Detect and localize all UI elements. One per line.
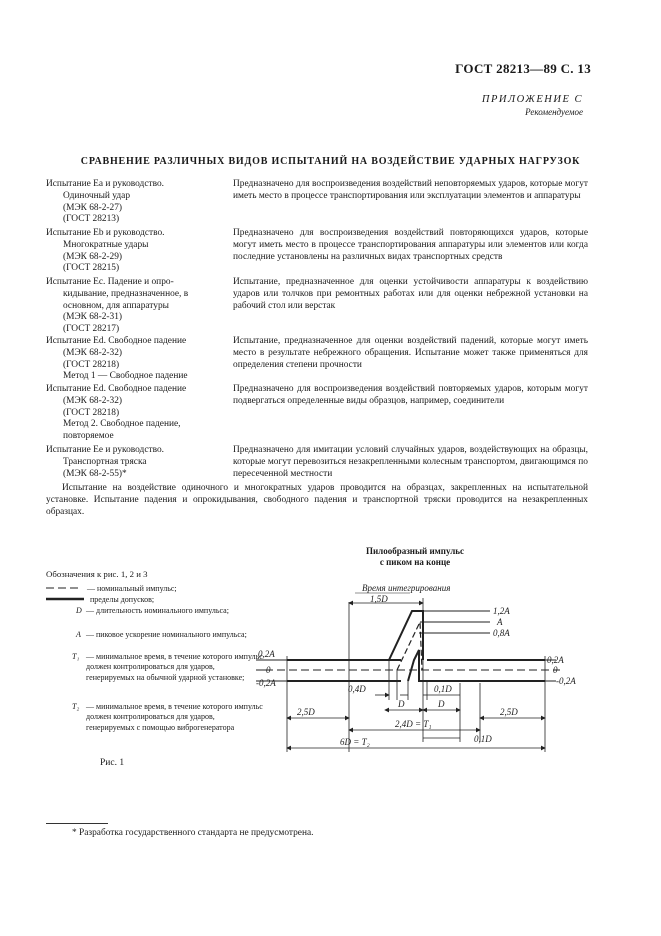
label-2-5d-right: 2,5D [500,707,518,717]
legend-sym-t2: T₂ [72,702,80,711]
label-0-1d-bottom: 0,1D [474,734,492,744]
label-t2: 6D = T₂ [340,737,370,747]
label-0-8a: 0,8A [493,628,510,638]
label-0-left: 0 [266,665,271,675]
row-6-right: Предназначено для имитации условий случайных ударов, воздействующих на образцы, которые могут перевозиться незакрепленными колесным транспортом, двигающимся по пересеченной местности [233,445,588,479]
lower-tolerance [408,650,427,681]
label-0-4d: 0,4D [348,684,366,694]
label-02a-left: 0,2A [258,649,275,659]
label-0-1d-top: 0,1D [434,684,452,694]
label-t1: 2,4D = T₁ [395,719,432,729]
label-integration-time: Время интегрирования [362,583,451,593]
figure-caption: Рис. 1 [100,758,125,768]
label-02a-right: 0,2A [547,655,564,665]
legend-item-a: — пиковое ускорение номинального импульса; [86,630,247,639]
row-3-left: Испытание Ес. Падение и опро- кидывание, предназначенное, в основном, для аппаратуры (МЭК 68-2-31) (ГОСТ 28217) [46,277,189,335]
label-0-right: 0 [553,665,558,675]
main-title: СРАВНЕНИЕ РАЗЛИЧНЫХ ВИДОВ ИСПЫТАНИЙ НА ВОЗДЕЙСТВИЕ УДАРНЫХ НАГРУЗОК [80,156,581,167]
footnote: * Разработка государственного стандарта не предусмотрена. [72,828,314,838]
label-1-5d: 1,5D [370,594,388,604]
row-6-left: Испытание Ее и руководство. Транспортная тряска (МЭК 68-2-55)* [46,445,164,479]
footnote-rule [46,823,108,824]
legend-sym-d: D [76,606,82,615]
label-a: A [497,617,503,627]
row-5-right: Предназначено для воспроизведения воздействий повторяемых ударов, которым могут подвергаться определенные виды образцов, например, соединители [233,384,588,406]
appendix-status: Рекомендуемое [525,107,583,117]
label-d-b: D [438,699,445,709]
row-1-left: Испытание Еа и руководство. Одиночный удар (МЭК 68-2-27) (ГОСТ 28213) [46,179,164,225]
legend-sym-t1: T₁ [72,652,80,661]
row-4-left: Испытание Ed. Свободное падение (МЭК 68-2-32) (ГОСТ 28218) Метод 1 — Свободное падение [46,336,188,382]
legend-item-t1: — минимальное время, в течение которого импульс должен контролироваться для ударов, генерируемых на обычной ударной установке; [86,652,263,682]
appendix-title: ПРИЛОЖЕНИЕ С [481,94,583,105]
chart-title: Пилообразный импульс с пиком на конце [365,546,465,567]
legend-item-t2: — минимальное время, в течение которого импульс должен контролироваться для ударов, генерируемых с помощью виброгенератора [86,702,263,732]
row-2-left: Испытание Еb и руководство. Многократные удары (МЭК 68-2-29) (ГОСТ 28215) [46,228,165,274]
row-3-right: Испытание, предназначенное для оценки устойчивости аппаратуры к воздействию ударов или толчков при ремонтных работах или для оценки небрежной установки на рабочий стол или верстак [233,277,588,311]
row-4-right: Испытание, предназначенное для оценки воздействий падений, которые могут иметь место в результате небрежного обращения. Испытание может также применяться для определения степени прочности [233,336,588,370]
label-2-5d-left: 2,5D [297,707,315,717]
label-m02a-right: -0,2A [556,676,576,686]
label-d-a: D [398,699,405,709]
legend-title: Обозначения к рис. 1, 2 и 3 [46,569,148,579]
label-1-2a: 1,2A [493,606,510,616]
row-5-left: Испытание Ed. Свободное падение (МЭК 68-2-32) (ГОСТ 28218) Метод 2. Свободное падение, повторяемое [46,384,187,442]
legend-item-nominal: — номинальный импульс; [87,584,177,593]
legend-item-tolerance: пределы допусков; [90,595,155,604]
note-paragraph: Испытание на воздействие одиночного и многократных ударов проводится на образцах, закрепленных на испытательной установке. Испытание падения и опрокидывания, свободного падения и транспортной тряски проводится на незакрепленных образцах. [46,483,588,517]
label-m02a-left: -0,2A [256,678,276,688]
row-2-right: Предназначено для воспроизведения воздействий повторяющихся ударов, которые могут иметь место в процессе транспортирования аппаратуры или элементов или когда последние установлены на различных видах транспортных средств [233,228,588,262]
row-1-right: Предназначено для воспроизведения воздействий неповторяемых ударов, которые могут иметь место в процессе транспортирования или эксплуатации элементов и аппаратуры [233,179,588,201]
legend-sym-a: A [76,630,81,639]
page-header: ГОСТ 28213—89 С. 13 [455,61,591,76]
legend-item-d: — длительность номинального импульса; [86,606,229,615]
